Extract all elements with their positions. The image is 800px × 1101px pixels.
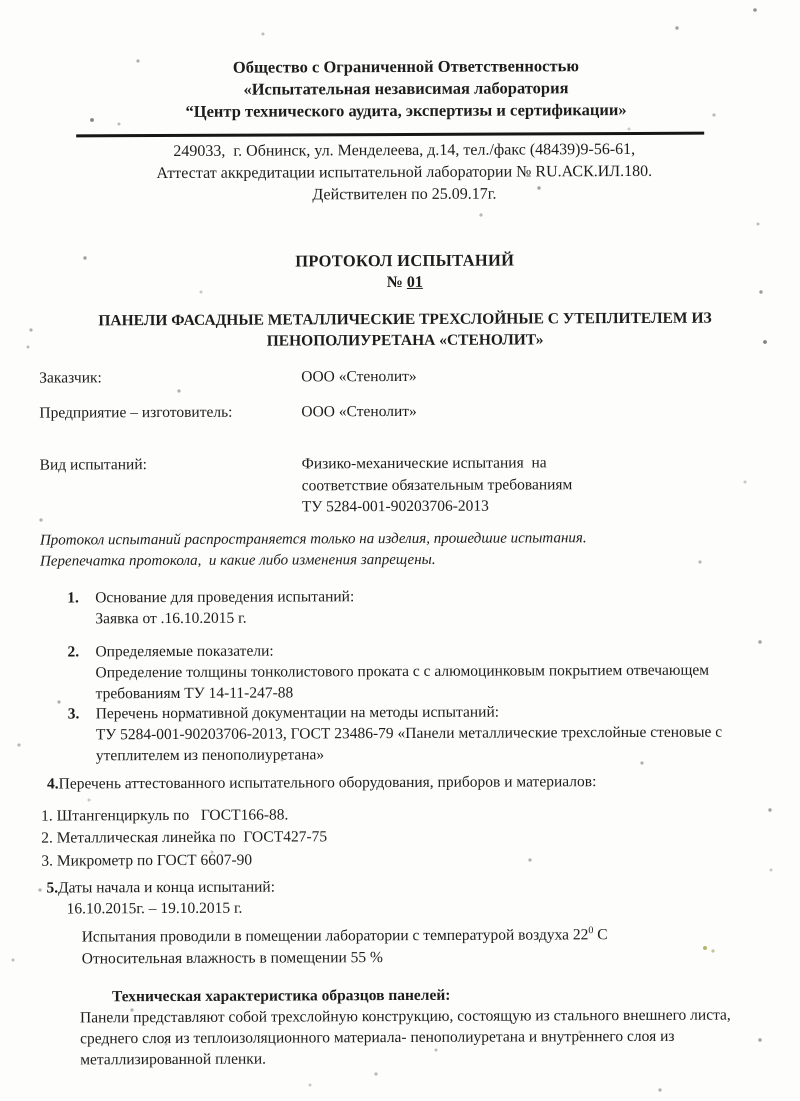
- org-name-line-2: «Испытательная независимая лаборатория: [243, 78, 569, 99]
- validity-line: Действителен по 25.09.17г.: [312, 185, 497, 204]
- subject-line-2: ПЕНОПОЛИУРЕТАНА «СТЕНОЛИТ»: [266, 330, 544, 350]
- letterhead-divider: [76, 132, 704, 138]
- customer-label: Заказчик:: [39, 369, 102, 387]
- section-4-title: Перечень аттестованного испытательного оборудования, приборов и материалов:: [58, 772, 597, 792]
- tech-paragraph-line: среднего слоя из теплоизоляционного материала- пенополиуретана и внутреннего слоя из: [80, 1027, 675, 1048]
- item-body: [95, 638, 709, 704]
- org-name-line-1: Общество с Ограниченной Ответственностью: [232, 56, 579, 77]
- manufacturer-value: ООО «Стенолит»: [301, 402, 417, 420]
- item-line: Определение толщины тонколистового проката с с алюмоцинковым покрытием отвечающем: [95, 661, 710, 681]
- subject-line-1: ПАНЕЛИ ФАСАДНЫЕ МЕТАЛЛИЧЕСКИЕ ТРЕХСЛОЙНЫЕ С УТЕПЛИТЕЛЕМ ИЗ: [98, 309, 712, 330]
- protocol-title: ПРОТОКОЛ ИСПЫТАНИЙ: [295, 250, 515, 271]
- protocol-number-value: 01: [406, 273, 423, 291]
- list-item-normative-docs: [68, 700, 800, 766]
- list-item-indicators: [67, 638, 800, 704]
- section-4-number: 4.: [46, 774, 59, 793]
- equipment-list: [41, 802, 800, 873]
- item-line: требованиям ТУ 14-11-247-88: [95, 683, 294, 702]
- section-5-title: Даты начала и конца испытаний:: [58, 878, 276, 897]
- item-number: 2.: [67, 642, 80, 660]
- test-type-line-1: Физико-механические испытания на: [301, 454, 547, 473]
- item-line: ТУ 5284-001-90203706-2013, ГОСТ 23486-79 «Панели металлические трехслойные стеновые с: [95, 723, 723, 743]
- field-row-test-type: [40, 451, 800, 519]
- item-line: Основание для проведения испытаний:: [95, 587, 355, 606]
- equipment-item: 1. Штангенциркуль по ГОСТ166-88.: [41, 805, 289, 825]
- letterhead-contacts: [0, 138, 798, 207]
- accreditation-line: Аттестат аккредитации испытательной лаборатории № RU.АСК.ИЛ.180.: [156, 162, 653, 183]
- letterhead-org-name: [48, 54, 748, 123]
- notice-line-2: Перепечатка протокола, и какие либо изменения запрещены.: [40, 551, 436, 570]
- equipment-item: 2. Металлическая линейка по ГОСТ427-75: [41, 828, 328, 847]
- temperature-line: [82, 919, 800, 948]
- test-type-label: Вид испытаний:: [39, 456, 147, 474]
- customer-value: ООО «Стенолит»: [301, 367, 417, 386]
- address-line: 249033, г. Обнинск, ул. Менделеева, д.14, тел./факс (48439)9-56-61,: [173, 140, 636, 160]
- temperature-text: Испытания проводили в помещении лаборатории с температурой воздуха 22: [81, 926, 589, 946]
- restriction-notice: [40, 527, 800, 572]
- item-number: 3.: [67, 704, 80, 722]
- number-sign: №: [386, 273, 403, 292]
- tech-characteristics-paragraph: [80, 1004, 800, 1070]
- item-number: 1.: [67, 588, 79, 606]
- test-type-line-2: соответствие обязательным требованиям: [301, 475, 573, 494]
- org-name-line-3: “Центр технического аудита, экспертизы и сертификации»: [185, 100, 627, 121]
- notice-line-1: Протокол испытаний распространяется только на изделия, прошедшие испытания.: [39, 529, 587, 549]
- item-line: Определяемые показатели:: [95, 642, 274, 660]
- item-line: Перечень нормативной документации на методы испытаний:: [95, 703, 500, 722]
- test-dates: 16.10.2015г. – 19.10.2015 г.: [66, 899, 243, 918]
- humidity-line: Относительная влажность в помещении 55 %: [81, 949, 383, 968]
- section-5-number: 5.: [46, 879, 59, 897]
- temperature-superscript: 0: [588, 925, 594, 937]
- section-4-heading: [47, 770, 800, 794]
- item-body: [96, 700, 723, 766]
- field-row-customer: [39, 364, 799, 389]
- item-line: утеплителем из пенополиуретана»: [95, 745, 325, 764]
- equipment-item: 3. Микрометр по ГОСТ 6607-90: [41, 851, 253, 870]
- field-row-manufacturer: [39, 399, 799, 424]
- manufacturer-label: Предприятие – изготовитель:: [39, 403, 233, 422]
- protocol-number: [0, 270, 799, 294]
- tech-paragraph-line: металлизированной пленки.: [80, 1050, 267, 1069]
- temperature-unit: С: [593, 926, 608, 944]
- test-conditions: [82, 919, 800, 970]
- item-body: [95, 586, 354, 629]
- tech-paragraph-line: Панели представляют собой трехслойную конструкцию, состоящую из стального внешнего листа,: [79, 1006, 731, 1027]
- list-item-basis: [67, 584, 800, 629]
- test-type-line-3: ТУ 5284-001-90203706-2013: [301, 497, 489, 516]
- protocol-subject: [0, 308, 799, 352]
- item-line: Заявка от .16.10.2015 г.: [95, 609, 247, 627]
- test-type-value: [302, 452, 573, 518]
- tech-characteristics-heading: Техническая характеристика образцов панелей:: [111, 986, 451, 1006]
